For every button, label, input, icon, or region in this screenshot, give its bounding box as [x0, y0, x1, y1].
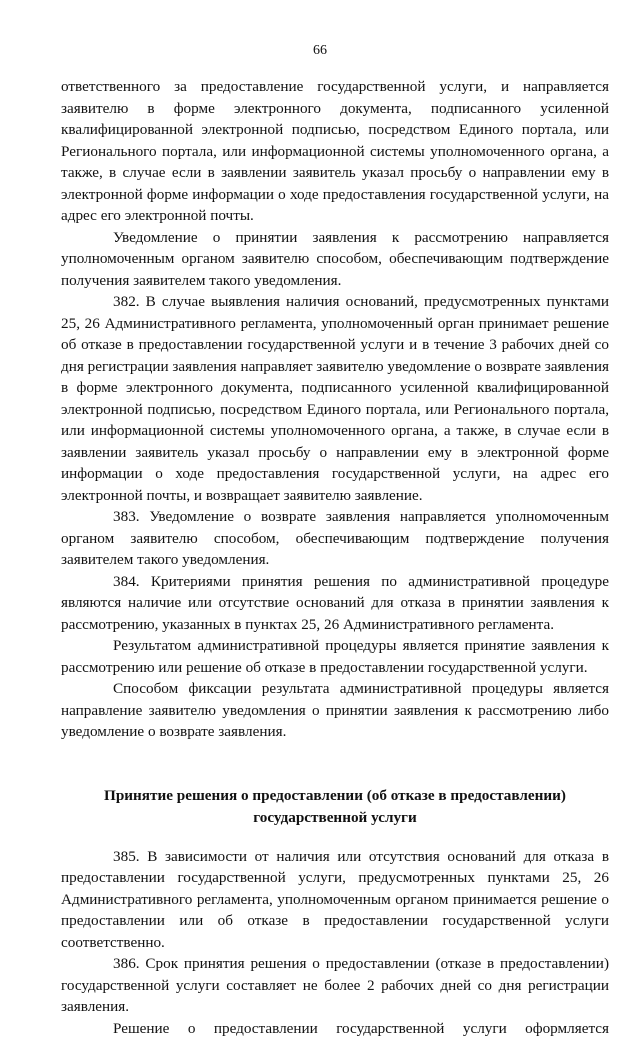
document-body — [61, 76, 609, 1039]
paragraph-procedure-result: Результатом административной процедуры является принятие заявления к рассмотрению или решение об отказе в предоставлении государственной услуги. — [61, 635, 609, 678]
paragraph-continuation: ответственного за предоставление государственной услуги, и направляется заявителю в форме электронного документа, подписанного усиленной квалифицированной электронной подписью, посредством Единого портала, или Регионального портала, или информационной системы уполномоченного органа, а также, в случае если в заявлении заявитель указал просьбу о направлении ему в электронной форме информации о ходе предоставления государственной услуги, на адрес его электронной почты. — [61, 76, 609, 227]
paragraph-acceptance-notice: Уведомление о принятии заявления к рассмотрению направляется уполномоченным органом заявителю способом, обеспечивающим подтверждение получения заявителем такого уведомления. — [61, 227, 609, 292]
paragraph-382: 382. В случае выявления наличия оснований, предусмотренных пунктами 25, 26 Административного регламента, уполномоченный орган принимает решение об отказе в предоставлении государственной услуги и в течение 3 рабочих дней со дня регистрации заявления направляет заявителю уведомление о возврате заявления в форме электронного документа, подписанного усиленной квалифицированной электронной подписью, посредством Единого портала, или Регионального портала, или информационной системы уполномоченного органа, а также, в случае если в заявлении заявитель указал просьбу о направлении ему в электронной форме информации о ходе предоставления государственной услуги, на адрес его электронной почты, и возвращает заявителю заявление. — [61, 291, 609, 506]
paragraph-385: 385. В зависимости от наличия или отсутствия оснований для отказа в предоставлении государственной услуги, предусмотренных пунктами 25, 26 Административного регламента, уполномоченным органом принимается решение о предоставлении или об отказе в предоставлении государственной услуги соответственно. — [61, 846, 609, 954]
section-heading-line-1: Принятие решения о предоставлении (об отказе в предоставлении) — [61, 785, 609, 807]
paragraph-383: 383. Уведомление о возврате заявления направляется уполномоченным органом заявителю способом, обеспечивающим подтверждение получения заявителем такого уведомления. — [61, 506, 609, 571]
section-heading — [61, 785, 609, 829]
page-number: 66 — [0, 40, 640, 62]
paragraph-384: 384. Критериями принятия решения по административной процедуре являются наличие или отсутствие оснований для отказа в принятии заявления к рассмотрению, указанных в пунктах 25, 26 Административного регламента. — [61, 571, 609, 636]
paragraph-386: 386. Срок принятия решения о предоставлении (отказе в предоставлении) государственной услуги составляет не более 2 рабочих дней со дня регистрации заявления. — [61, 953, 609, 1018]
section-heading-line-2: государственной услуги — [61, 807, 609, 829]
paragraph-fixation-method: Способом фиксации результата административной процедуры является направление заявителю уведомления о принятии заявления к рассмотрению либо уведомление о возврате заявления. — [61, 678, 609, 743]
paragraph-decision-start: Решение о предоставлении государственной услуги оформляется — [61, 1018, 609, 1039]
